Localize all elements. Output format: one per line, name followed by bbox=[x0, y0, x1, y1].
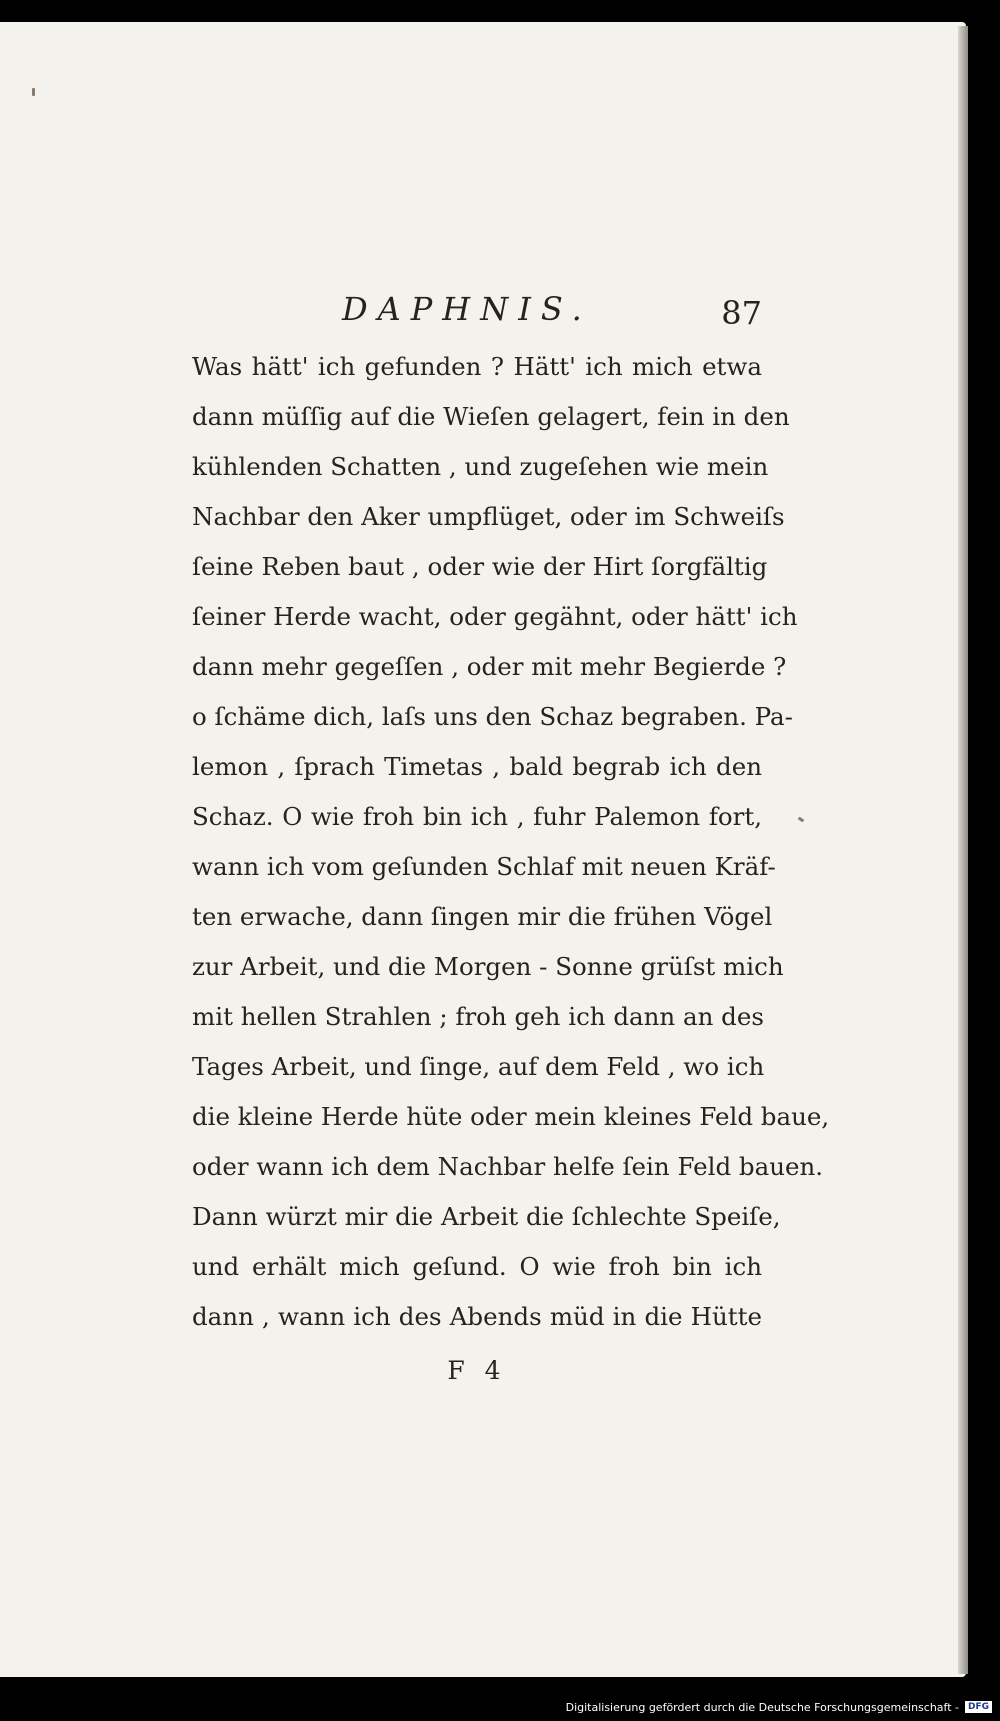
text-line: ſeiner Herde wacht, oder gegähnt, oder hätt' ich bbox=[192, 602, 798, 631]
text-line: Tages Arbeit, und ſinge, auf dem Feld , wo ich bbox=[192, 1052, 765, 1081]
text-line: Dann würzt mir die Arbeit die ſchlechte Speiſe, bbox=[192, 1202, 781, 1231]
body-text bbox=[192, 342, 830, 1342]
text-line: dann mehr gegeſſen , oder mit mehr Begierde ? bbox=[192, 652, 787, 681]
signature-mark: F 4 bbox=[447, 1356, 507, 1385]
text-line: die kleine Herde hüte oder mein kleines Feld baue, bbox=[192, 1102, 830, 1131]
running-title: DAPHNIS. bbox=[342, 290, 592, 328]
text-line: zur Arbeit, und die Morgen - Sonne grüſst mich bbox=[192, 952, 784, 981]
text-line: dann , wann ich des Abends müd in die Hütte bbox=[192, 1302, 762, 1331]
text-line: ſeine Reben baut , oder wie der Hirt ſorgfältig bbox=[192, 552, 768, 581]
dfg-logo: DFG bbox=[965, 1701, 992, 1713]
text-line: ten erwache, dann ſingen mir die frühen Vögel bbox=[192, 902, 773, 931]
page-header bbox=[192, 290, 762, 342]
ink-speck bbox=[798, 817, 805, 823]
text-line: Schaz. O wie froh bin ich , fuhr Palemon fort, bbox=[192, 802, 762, 831]
text-line: oder wann ich dem Nachbar helfe ſein Feld bauen. bbox=[192, 1152, 824, 1181]
text-line: mit hellen Strahlen ; froh geh ich dann an des bbox=[192, 1002, 764, 1031]
page-edge bbox=[958, 26, 968, 1674]
ink-speck bbox=[32, 88, 35, 96]
text-line: lemon , ſprach Timetas , bald begrab ich den bbox=[192, 752, 762, 781]
text-line: wann ich vom geſunden Schlaf mit neuen Kräf- bbox=[192, 852, 776, 881]
book-page bbox=[0, 22, 966, 1677]
digitization-credit bbox=[566, 1697, 992, 1717]
text-block bbox=[192, 290, 830, 1385]
text-line: dann müſſig auf die Wieſen gelagert, fein in den bbox=[192, 402, 790, 431]
page-number: 87 bbox=[721, 294, 762, 332]
text-line: Was hätt' ich gefunden ? Hätt' ich mich etwa bbox=[192, 352, 762, 381]
text-line: Nachbar den Aker umpflüget, oder im Schweiſs bbox=[192, 502, 785, 531]
text-line: und erhält mich geſund. O wie froh bin ich bbox=[192, 1252, 762, 1281]
text-line: kühlenden Schatten , und zugeſehen wie mein bbox=[192, 452, 769, 481]
credit-text: Digitalisierung gefördert durch die Deutsche Forschungsgemeinschaft - bbox=[565, 1700, 959, 1714]
text-line: o ſchäme dich, laſs uns den Schaz begraben. Pa- bbox=[192, 702, 793, 731]
